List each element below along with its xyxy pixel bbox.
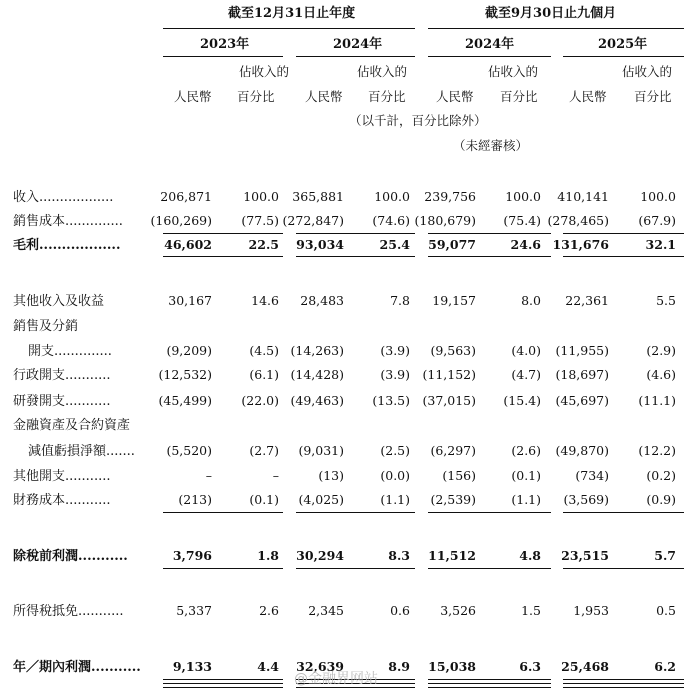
row-label-admin-expenses: 行政開支........... <box>13 368 111 383</box>
table-cell: (0.0) <box>380 468 410 483</box>
table-cell: (1.1) <box>511 492 541 507</box>
rule-above-gross-profit <box>163 233 283 234</box>
table-cell: (278,465) <box>547 213 609 228</box>
table-cell: – <box>272 468 279 483</box>
table-cell: (49,870) <box>555 443 609 458</box>
col-pct-top: 佔收入的 <box>357 64 408 79</box>
row-label-rnd-expenses: 研發開支........... <box>13 394 111 409</box>
table-cell: 2,345 <box>308 603 344 618</box>
table-cell: (0.9) <box>646 492 676 507</box>
table-cell: 1,953 <box>573 603 609 618</box>
table-cell: 5.5 <box>656 293 676 308</box>
unit-note: （以千計，百分比除外） <box>349 113 487 128</box>
col-pct-bottom: 百分比 <box>634 89 672 104</box>
table-cell: (734) <box>575 468 609 483</box>
row-label-other-expenses: 其他開支........... <box>13 469 111 484</box>
table-cell: 23,515 <box>561 548 609 563</box>
table-cell: (1.1) <box>380 492 410 507</box>
table-cell: (11.1) <box>638 393 676 408</box>
table-cell: 0.6 <box>390 603 410 618</box>
table-cell: (45,697) <box>555 393 609 408</box>
rule-total-3 <box>163 687 283 688</box>
table-cell: 25,468 <box>561 659 609 674</box>
table-cell: 3,796 <box>172 548 212 563</box>
col-pct-top: 佔收入的 <box>488 64 539 79</box>
table-cell: 0.5 <box>656 603 676 618</box>
rule-below-gross-profit <box>428 256 551 257</box>
table-cell: 19,157 <box>432 293 476 308</box>
row-label-selling-distribution: 銷售及分銷 <box>13 319 79 334</box>
table-cell: 7.8 <box>390 293 410 308</box>
table-cell: 14.6 <box>251 293 279 308</box>
row-label-profit-for-period: 年／期內利潤........... <box>13 660 141 675</box>
table-cell: – <box>205 468 212 483</box>
rule-total-3 <box>428 687 551 688</box>
table-cell: 410,141 <box>557 189 609 204</box>
table-cell: (74.6) <box>372 213 410 228</box>
rule-above-profit-before-tax <box>563 512 684 513</box>
table-cell: (160,269) <box>150 213 212 228</box>
row-label-cost-of-sales: 銷售成本.............. <box>13 214 123 229</box>
table-cell: 5,337 <box>176 603 212 618</box>
table-cell: (77.5) <box>241 213 279 228</box>
rule-year-2023 <box>163 56 283 57</box>
table-cell: (22.0) <box>241 393 279 408</box>
table-cell: (14,428) <box>290 367 344 382</box>
watermark: @金融界网站 <box>294 671 378 687</box>
table-cell: (0.1) <box>249 492 279 507</box>
table-cell: (11,152) <box>422 367 476 382</box>
rule-total-2 <box>563 683 684 684</box>
table-cell: (4.0) <box>511 343 541 358</box>
rule-total-1 <box>163 679 283 680</box>
table-cell: 5.7 <box>654 548 676 563</box>
col-pct-top: 佔收入的 <box>239 64 290 79</box>
table-cell: (13.5) <box>372 393 410 408</box>
table-cell: (9,563) <box>430 343 476 358</box>
rule-above-gross-profit <box>428 233 551 234</box>
rule-total-2 <box>163 683 283 684</box>
table-cell: (13) <box>318 468 344 483</box>
table-cell: 131,676 <box>552 237 609 252</box>
table-cell: 4.4 <box>257 659 279 674</box>
table-cell: (2,539) <box>430 492 476 507</box>
table-cell: 25.4 <box>379 237 410 252</box>
table-cell: 100.0 <box>243 189 279 204</box>
rule-group2 <box>428 28 684 29</box>
table-cell: (0.2) <box>646 468 676 483</box>
rule-above-profit-before-tax <box>163 512 283 513</box>
table-cell: (75.4) <box>503 213 541 228</box>
table-cell: (4.6) <box>646 367 676 382</box>
rule-total-3 <box>563 687 684 688</box>
table-cell: 22.5 <box>248 237 279 252</box>
row-label-other-income: 其他收入及收益 <box>13 294 105 309</box>
table-cell: 59,077 <box>428 237 476 252</box>
table-cell: 8.9 <box>388 659 410 674</box>
table-cell: 46,602 <box>164 237 212 252</box>
row-label-impairment: 減值虧損淨額....... <box>28 444 135 459</box>
row-label-tax-credit: 所得稅抵免........... <box>13 604 124 619</box>
table-cell: 24.6 <box>510 237 541 252</box>
row-label-profit-before-tax: 除稅前利潤........... <box>13 549 128 564</box>
rule-group1 <box>163 28 415 29</box>
row-label-revenue: 收入.................. <box>13 190 114 205</box>
unaudited-note: （未經審核） <box>453 138 529 153</box>
table-cell: 239,756 <box>424 189 476 204</box>
group-header-full-year: 截至12月31日止年度 <box>228 6 356 21</box>
rule-below-profit-before-tax <box>296 568 415 569</box>
col-rmb: 人民幣 <box>305 89 343 104</box>
group-header-nine-months: 截至9月30日止九個月 <box>485 6 617 21</box>
table-cell: 28,483 <box>300 293 344 308</box>
col-rmb: 人民幣 <box>174 89 212 104</box>
table-cell: (45,499) <box>158 393 212 408</box>
table-cell: (15.4) <box>503 393 541 408</box>
table-cell: (5,520) <box>166 443 212 458</box>
rule-above-gross-profit <box>563 233 684 234</box>
rule-below-gross-profit <box>296 256 415 257</box>
rule-above-profit-before-tax <box>296 512 415 513</box>
year-header-2023: 2023年 <box>200 37 250 52</box>
rule-below-profit-before-tax <box>563 568 684 569</box>
table-cell: (9,209) <box>166 343 212 358</box>
table-cell: 32,639 <box>296 659 344 674</box>
table-cell: (11,955) <box>555 343 609 358</box>
table-cell: 100.0 <box>505 189 541 204</box>
table-cell: 6.3 <box>519 659 541 674</box>
table-cell: (14,263) <box>290 343 344 358</box>
rule-year-2024b <box>428 56 551 57</box>
table-cell: 9,133 <box>172 659 212 674</box>
col-pct-top: 佔收入的 <box>622 64 673 79</box>
table-cell: (49,463) <box>290 393 344 408</box>
year-header-2025-9m: 2025年 <box>598 37 648 52</box>
table-cell: 4.8 <box>519 548 541 563</box>
table-cell: (9,031) <box>298 443 344 458</box>
col-rmb: 人民幣 <box>569 89 607 104</box>
table-cell: (18,697) <box>555 367 609 382</box>
col-rmb: 人民幣 <box>436 89 474 104</box>
table-cell: 30,167 <box>168 293 212 308</box>
table-cell: (37,015) <box>422 393 476 408</box>
table-cell: (3,569) <box>563 492 609 507</box>
table-cell: (3.9) <box>380 367 410 382</box>
table-cell: (0.1) <box>511 468 541 483</box>
year-header-2024-9m: 2024年 <box>465 37 515 52</box>
table-cell: 93,034 <box>296 237 344 252</box>
table-cell: (6,297) <box>430 443 476 458</box>
table-cell: 206,871 <box>160 189 212 204</box>
rule-year-2024 <box>296 56 415 57</box>
table-cell: (3.9) <box>380 343 410 358</box>
rule-below-gross-profit <box>563 256 684 257</box>
table-cell: (180,679) <box>414 213 476 228</box>
rule-below-profit-before-tax <box>428 568 551 569</box>
table-cell: 3,526 <box>440 603 476 618</box>
table-cell: 6.2 <box>654 659 676 674</box>
table-cell: (2.5) <box>380 443 410 458</box>
table-cell: (4.5) <box>249 343 279 358</box>
table-cell: 30,294 <box>296 548 344 563</box>
table-cell: (213) <box>178 492 212 507</box>
table-cell: 100.0 <box>374 189 410 204</box>
year-header-2024-fy: 2024年 <box>333 37 383 52</box>
table-cell: (2.9) <box>646 343 676 358</box>
rule-year-2025 <box>563 56 684 57</box>
col-pct-bottom: 百分比 <box>237 89 275 104</box>
row-label-financial-assets: 金融資產及合約資產 <box>13 418 131 433</box>
table-cell: (4.7) <box>511 367 541 382</box>
row-label-finance-costs: 財務成本........... <box>13 493 111 508</box>
table-cell: (2.6) <box>511 443 541 458</box>
col-pct-bottom: 百分比 <box>500 89 538 104</box>
table-cell: (2.7) <box>249 443 279 458</box>
table-cell: 1.8 <box>257 548 279 563</box>
table-cell: 22,361 <box>565 293 609 308</box>
table-cell: (12.2) <box>638 443 676 458</box>
table-cell: (4,025) <box>298 492 344 507</box>
rule-total-2 <box>428 683 551 684</box>
rule-above-gross-profit <box>296 233 415 234</box>
rule-below-profit-before-tax <box>163 568 283 569</box>
table-cell: 8.3 <box>388 548 410 563</box>
table-cell: (6.1) <box>249 367 279 382</box>
rule-below-gross-profit <box>163 256 283 257</box>
table-cell: 2.6 <box>259 603 279 618</box>
table-cell: (272,847) <box>282 213 344 228</box>
table-cell: 32.1 <box>645 237 676 252</box>
rule-total-1 <box>428 679 551 680</box>
rule-above-profit-before-tax <box>428 512 551 513</box>
table-cell: (12,532) <box>158 367 212 382</box>
table-cell: (156) <box>442 468 476 483</box>
table-cell: 15,038 <box>428 659 476 674</box>
table-cell: (67.9) <box>638 213 676 228</box>
table-cell: 1.5 <box>521 603 541 618</box>
table-cell: 100.0 <box>640 189 676 204</box>
col-pct-bottom: 百分比 <box>368 89 406 104</box>
row-label-selling-expenses: 開支.............. <box>28 344 112 359</box>
table-cell: 365,881 <box>292 189 344 204</box>
table-cell: 11,512 <box>428 548 476 563</box>
rule-total-1 <box>563 679 684 680</box>
row-label-gross-profit: 毛利.................. <box>13 238 121 253</box>
table-cell: 8.0 <box>521 293 541 308</box>
